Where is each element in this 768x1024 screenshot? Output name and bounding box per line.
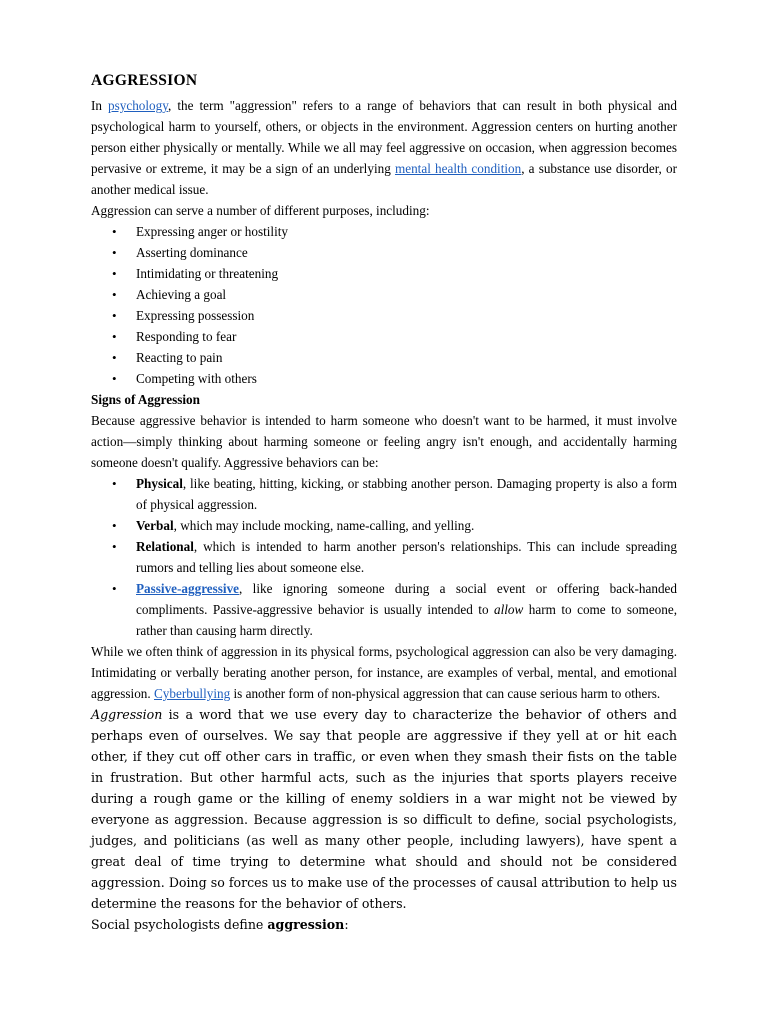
psychology-link[interactable]: psychology (108, 98, 168, 113)
passive-text-1: , like ignoring someone during a social event or offering back-handed compliments. Passive-aggressive behavior is usually intended to (136, 581, 677, 617)
list-item: • Expressing anger or hostility (136, 221, 677, 242)
list-item: • Responding to fear (136, 326, 677, 347)
aggression-term: aggression (267, 917, 345, 932)
passive-aggressive-link[interactable]: Passive-aggressive (136, 581, 240, 596)
signs-paragraph: Because aggressive behavior is intended to harm someone who doesn't want to be harmed, it must involve action—simply thinking about harming someone or feeling angry isn't enough, and accidentally harming someone doesn't qualify. Aggressive behaviors can be: (91, 413, 677, 470)
mental-health-condition-link[interactable]: mental health condition (394, 161, 522, 176)
closing-line (91, 914, 677, 935)
psychological-aggression-paragraph (91, 641, 677, 704)
relational-term: Relational (136, 539, 194, 554)
list-item: • Competing with others (136, 368, 677, 389)
list-item: • Asserting dominance (136, 242, 677, 263)
definition-text: is a word that we use every day to characterize the behavior of others and perhaps even of ourselves. We say that people are aggressive if they yell at or hit each other, if they cut off other cars in traffic, or even when they smash their fists on the table in frustration. But other harmful acts, such as the injuries that sports players receive during a rough game or the killing of enemy soldiers in a war might not be viewed by everyone as aggression. Because aggression is so difficult to define, social psychologists, judges, and politicians (as well as many other people, including lawyers), have spent a great deal of time trying to determine what should and should not be considered aggression. Doing so forces us to make use of the processes of causal attribution to help us determine the reasons for the behavior of others. (91, 707, 677, 911)
relational-text: , which is intended to harm another person's relationships. This can include spreading rumors and telling lies about someone else. (136, 539, 677, 575)
list-item: • Reacting to pain (136, 347, 677, 368)
list-item-physical (136, 473, 677, 515)
allow-emphasis: allow (494, 602, 524, 617)
intro-text-2: , the term "aggression" refers to a range of behaviors that can result in both physical and psychological harm to yourself, others, or objects in the environment. Aggression centers on hurting another person either physically or mentally. While we all may feel aggressive on occasion, when aggression becomes pervasive or extreme, it may be a sign of an underlying (91, 98, 677, 176)
list-item-verbal (136, 515, 677, 536)
passive-text-2: harm to come to someone, rather than causing harm directly. (136, 602, 678, 638)
list-item: • Intimidating or threatening (136, 263, 677, 284)
purposes-list (91, 221, 677, 389)
intro-paragraph (91, 95, 677, 200)
list-item-passive-aggressive (136, 578, 677, 641)
list-item: • Achieving a goal (136, 284, 677, 305)
verbal-term: Verbal (136, 518, 174, 533)
closing-text-1: Social psychologists define (91, 917, 268, 932)
document-title: AGGRESSION (91, 72, 198, 89)
intro-text-3: , a substance use disorder, or another medical issue. (91, 161, 678, 197)
closing-text-2: : (344, 917, 349, 932)
psych-text-2: is another form of non-physical aggression that can cause serious harm to others. (230, 686, 661, 701)
cyberbullying-link[interactable]: Cyberbullying (154, 686, 231, 701)
definition-paragraph (91, 704, 677, 914)
intro-text-1: In (91, 98, 109, 113)
verbal-text: , which may include mocking, name-calling, and yelling. (173, 518, 475, 533)
list-item: • Expressing possession (136, 305, 677, 326)
list-item-relational (136, 536, 677, 578)
psych-text-1: While we often think of aggression in its physical forms, psychological aggression can also be very damaging. Intimidating or verbally berating another person, for instance, are examples of verbal, mental, and emotional aggression. (91, 644, 677, 701)
purposes-lead: Aggression can serve a number of different purposes, including: (91, 203, 430, 218)
physical-term: Physical (136, 476, 183, 491)
aggression-types-list (91, 473, 677, 641)
signs-heading: Signs of Aggression (91, 392, 200, 407)
aggression-emphasis: Aggression (91, 707, 163, 722)
physical-text: , like beating, hitting, kicking, or stabbing another person. Damaging property is also a form of physical aggression. (136, 476, 677, 512)
